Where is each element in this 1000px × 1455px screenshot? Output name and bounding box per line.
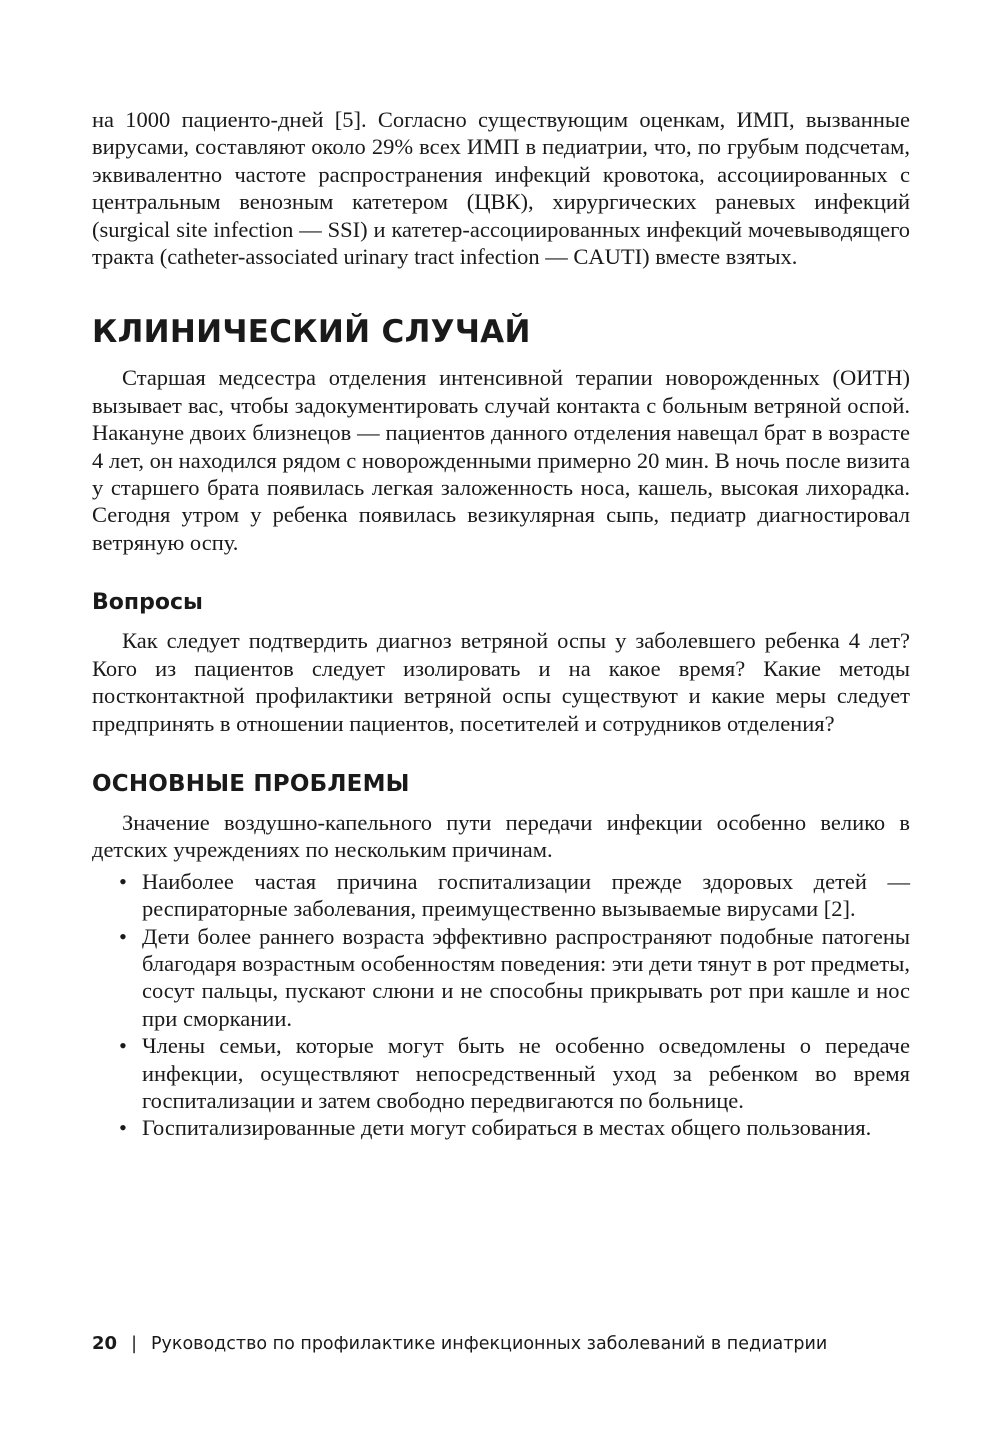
page-number: 20 — [92, 1333, 118, 1354]
list-item-text: Члены семьи, которые могут быть не особенно осведомлены о передаче инфекции, осуществляют непосредственный уход за ребенком во время госпитализации и затем свободно передвигаются по больнице. — [142, 1033, 910, 1113]
questions-paragraph: Как следует подтвердить диагноз ветряной оспы у заболевшего ребенка 4 лет? Кого из пациентов следует изолировать и на какое время? Какие методы постконтактной профилактики ветряной оспы существуют и какие меры следует предпринять в отношении пациентов, посетителей и сотрудников отделения? — [92, 628, 910, 736]
list-item-text: Дети более раннего возраста эффективно распространяют подобные патогены благодаря возрастным особенностям поведения: эти дети тянут в рот предметы, сосут пальцы, пускают слюни и не способны прикрывать рот при кашле и нос при сморкании. — [142, 923, 910, 1031]
list-item — [92, 923, 910, 1033]
book-title: Руководство по профилактике инфекционных заболеваний в педиатрии — [150, 1334, 828, 1354]
list-item-text: Госпитализированные дети могут собираться в местах общего пользования. — [142, 1115, 872, 1141]
bullet-icon: • — [119, 1033, 127, 1059]
list-item — [92, 1114, 910, 1141]
intro-paragraph: на 1000 пациенто-дней [5]. Согласно существующим оценкам, ИМП, вызванные вирусами, составляют около 29% всех ИМП в педиатрии, что, по грубым подсчетам, эквивалентно частоте распространения инфекций кровотока, ассоциированных с центральным венозным катетером (ЦВК), хирургических раневых инфекций (surgical site infection — SSI) и катетер-ассоциированных инфекций мочевыводящего тракта (catheter-associated urinary tract infection — CAUTI) вместе взятых. — [92, 107, 910, 270]
page-content — [92, 106, 910, 1142]
list-item — [92, 868, 910, 923]
list-item — [92, 1032, 910, 1114]
main-problems-heading: ОСНОВНЫЕ ПРОБЛЕМЫ — [92, 770, 410, 797]
bullet-icon: • — [119, 868, 127, 894]
footer-separator: | — [131, 1334, 137, 1354]
page-footer — [92, 1333, 827, 1354]
clinical-case-heading: КЛИНИЧЕСКИЙ СЛУЧАЙ — [92, 314, 531, 351]
main-problems-paragraph: Значение воздушно-капельного пути передачи инфекции особенно велико в детских учреждениях по нескольким причинам. — [92, 809, 910, 863]
main-problems-list — [92, 868, 910, 1142]
clinical-case-paragraph: Старшая медсестра отделения интенсивной терапии новорожденных (ОИТН) вызывает вас, чтобы задокументировать случай контакта с больным ветряной оспой. Накануне двоих близнецов — пациентов данного отделения навещал брат в возрасте 4 лет, он находился рядом с новорожденными примерно 20 мин. В ночь после визита у старшего брата появилась легкая заложенность носа, кашель, высокая лихорадка. Сегодня утром у ребенка появилась везикулярная сыпь, педиатр диагностировал ветряную оспу. — [92, 365, 910, 555]
bullet-icon: • — [119, 1115, 127, 1141]
list-item-text: Наиболее частая причина госпитализации прежде здоровых детей — респираторные заболевания, преимущественно вызываемые вирусами [2]. — [142, 868, 910, 922]
questions-heading: Вопросы — [92, 590, 203, 616]
bullet-icon: • — [119, 923, 127, 949]
